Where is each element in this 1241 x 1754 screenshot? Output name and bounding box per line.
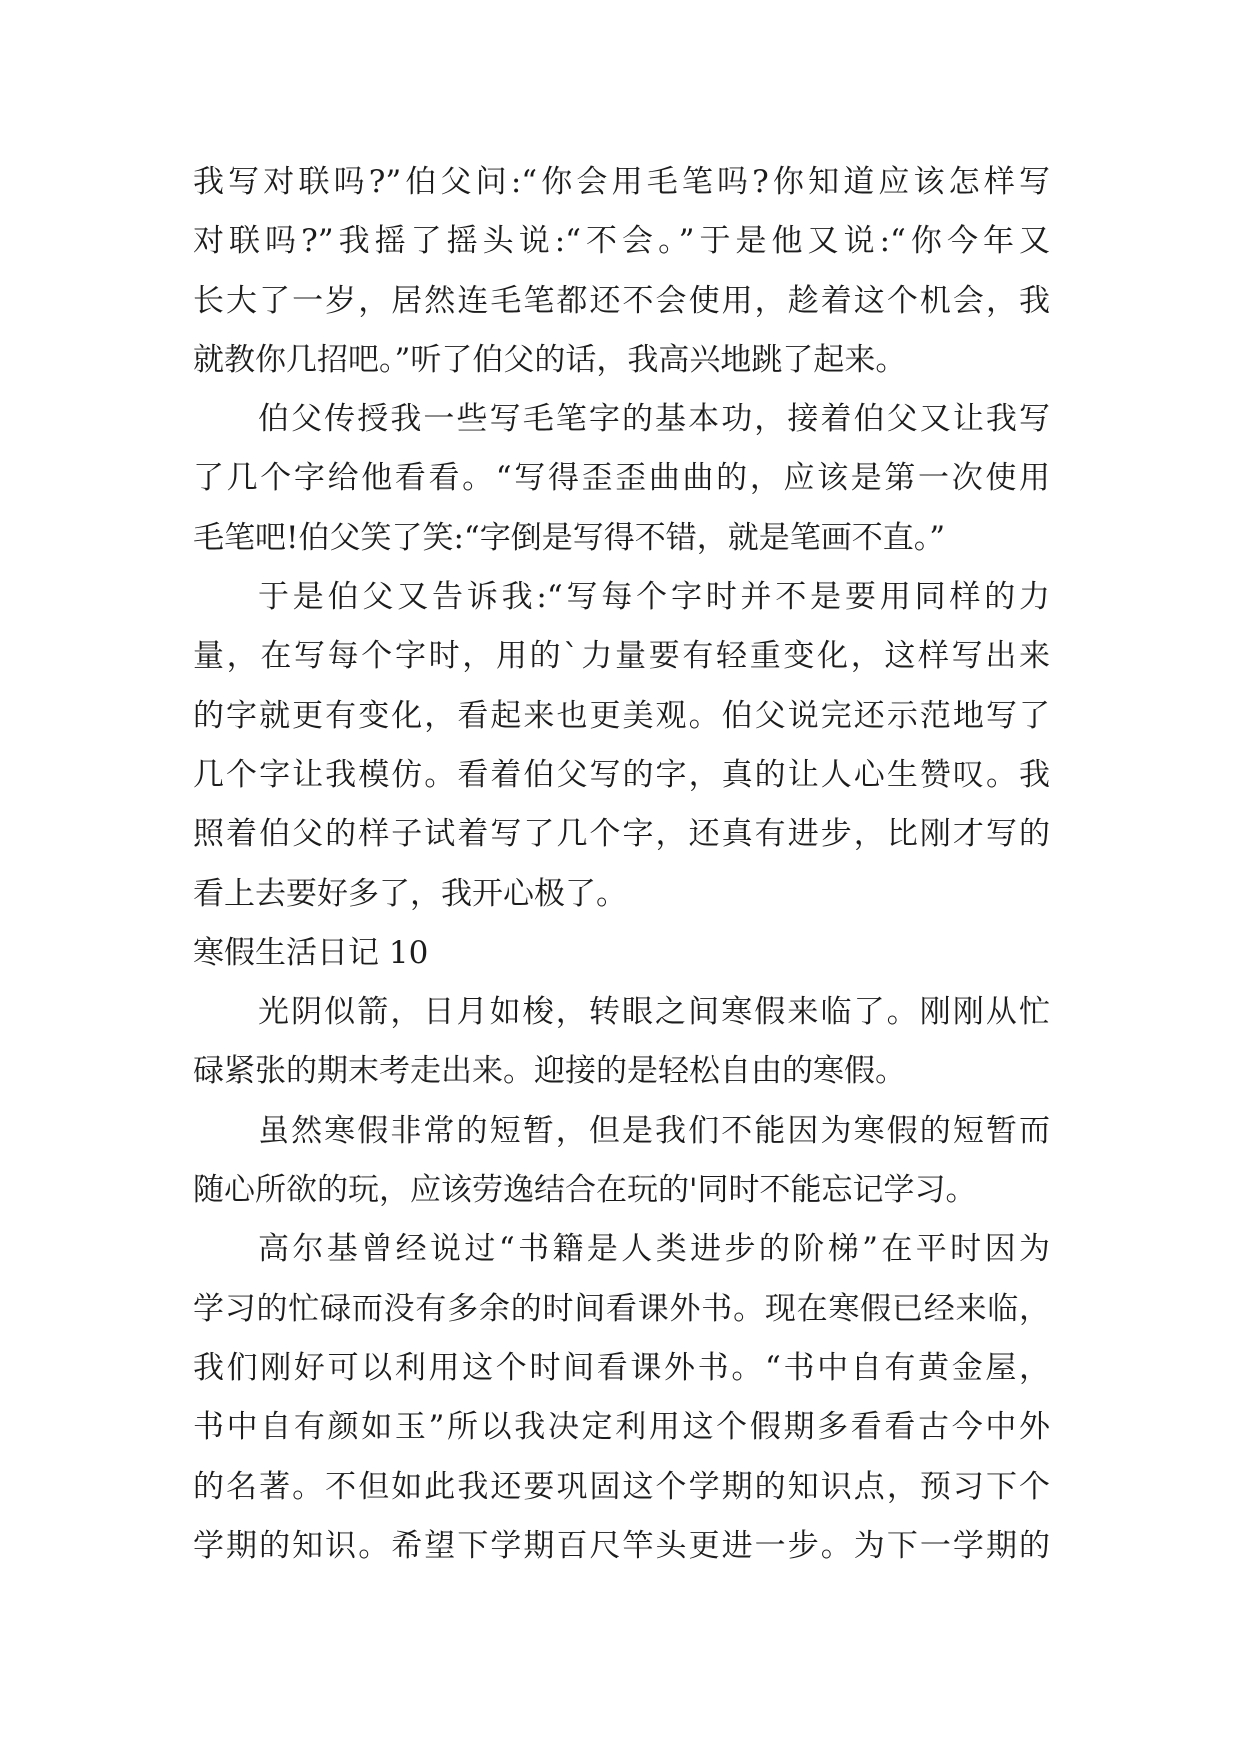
- text-line: 虽然寒假非常的短暂，但是我们不能因为寒假的短暂而: [258, 1112, 1050, 1149]
- text-line: 学期的知识。希望下学期百尺竿头更进一步。为下一学期的: [193, 1527, 1050, 1564]
- text-line: 的名著。不但如此我还要巩固这个学期的知识点，预习下个: [193, 1468, 1050, 1505]
- text-line: 高尔基曾经说过“书籍是人类进步的阶梯”在平时因为: [258, 1231, 1050, 1268]
- text-line: 随心所欲的玩，应该劳逸结合在玩的'同时不能忘记学习。: [193, 1172, 977, 1209]
- text-line: 量，在写每个字时，用的`力量要有轻重变化，这样写出来: [193, 638, 1050, 675]
- text-line: 书中自有颜如玉”所以我决定利用这个假期多看看古今中外: [193, 1409, 1050, 1446]
- text-line: 就教你几招吧。”听了伯父的话，我高兴地跳了起来。: [193, 341, 907, 378]
- text-line: 于是伯父又告诉我:“写每个字时并不是要用同样的力: [258, 579, 1050, 616]
- text-line: 了几个字给他看看。“写得歪歪曲曲的，应该是第一次使用: [193, 460, 1050, 497]
- text-line: 我写对联吗?”伯父问:“你会用毛笔吗?你知道应该怎样写: [193, 164, 1050, 200]
- paragraph: [193, 983, 1050, 1102]
- text-line: 照着伯父的样子试着写了几个字，还真有进步，比刚才写的: [193, 816, 1050, 853]
- text-line: 学习的忙碌而没有多余的时间看课外书。现在寒假已经来临，: [193, 1290, 1050, 1327]
- paragraph: [193, 153, 1050, 390]
- text-line: 长大了一岁，居然连毛笔都还不会使用，趁着这个机会，我: [193, 282, 1050, 319]
- text-line: 碌紧张的期末考走出来。迎接的是轻松自由的寒假。: [193, 1053, 906, 1090]
- section-heading: 寒假生活日记 10: [193, 934, 429, 971]
- text-line: 伯父传授我一些写毛笔字的基本功，接着伯父又让我写: [258, 401, 1050, 438]
- paragraph: [193, 390, 1050, 568]
- text-line: 毛笔吧!伯父笑了笑:“字倒是写得不错，就是笔画不直。”: [193, 519, 946, 556]
- text-line: 的字就更有变化，看起来也更美观。伯父说完还示范地写了: [193, 697, 1050, 734]
- text-line: 光阴似箭，日月如梭，转眼之间寒假来临了。刚刚从忙: [258, 994, 1050, 1031]
- document-body: [193, 153, 1050, 1576]
- text-line: 我们刚好可以利用这个时间看课外书。“书中自有黄金屋，: [193, 1349, 1050, 1386]
- text-line: 几个字让我模仿。看着伯父写的字，真的让人心生赞叹。我: [193, 756, 1050, 793]
- section-heading-block: [193, 924, 1050, 983]
- text-line: 看上去要好多了，我开心极了。: [193, 875, 627, 912]
- paragraph: [193, 1102, 1050, 1221]
- paragraph: [193, 568, 1050, 924]
- text-line: 对联吗?”我摇了摇头说:“不会。”于是他又说:“你今年又: [193, 223, 1050, 260]
- paragraph: [193, 1220, 1050, 1576]
